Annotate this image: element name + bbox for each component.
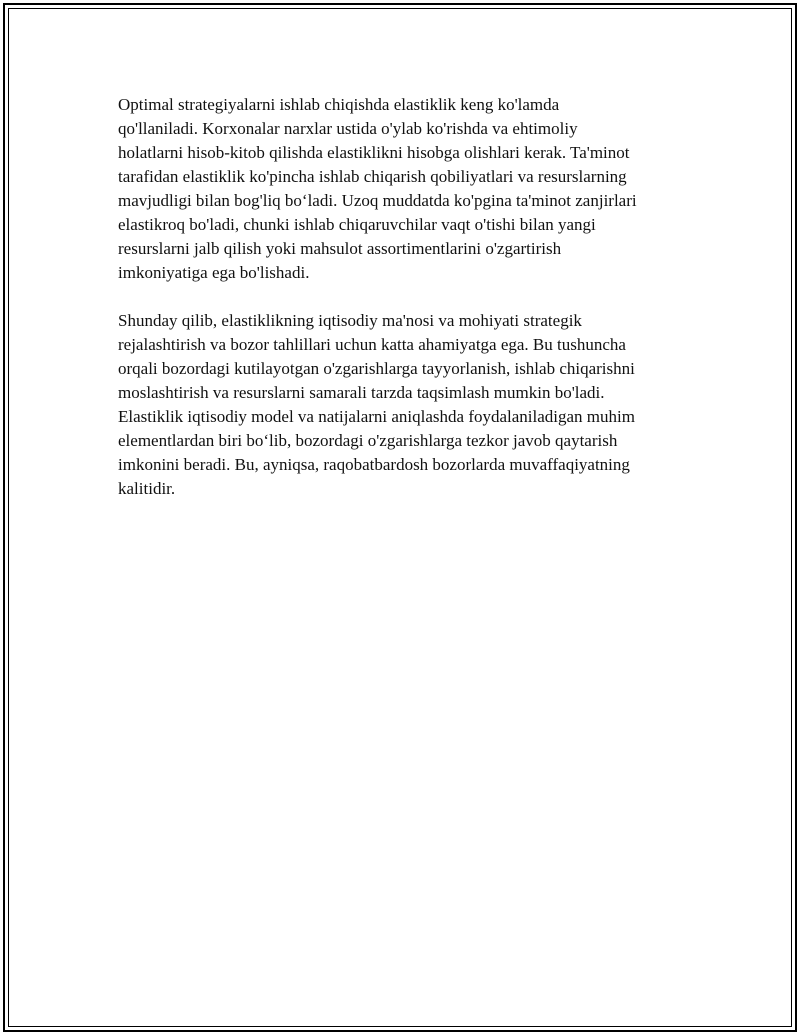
paragraph-2: Shunday qilib, elastiklikning iqtisodiy ma'nosi va mohiyati strategik rejalashtirish va bozor tahlillari uchun katta ahamiyatga ega. Bu tushuncha orqali bozordagi kutilayotgan o'zgarishlarga tayyorlanish, ishlab chiqarishni moslashtirish va resurslarni samarali tarzda taqsimlash mumkin bo'ladi. Elastiklik iqtisodiy model va natijalarni aniqlashda foydalaniladigan muhim elementlardan biri boʻlib, bozordagi o'zgarishlarga tezkor javob qaytarish imkonini beradi. Bu, ayniqsa, raqobatbardosh bozorlarda muvaffaqiyatning kalitidir. [118, 311, 635, 498]
paragraph-1: Optimal strategiyalarni ishlab chiqishda elastiklik keng ko'lamda qo'llaniladi. Korxonalar narxlar ustida o'ylab ko'rishda va ehtimoliy holatlarni hisob-kitob qilishda elastiklikni hisobga olishlari kerak. Ta'minot tarafidan elastiklik ko'pincha ishlab chiqarish qobiliyatlari va resurslarning mavjudligi bilan bog'liq boʻladi. Uzoq muddatda ko'pgina ta'minot zanjirlari elastikroq bo'ladi, chunki ishlab chiqaruvchilar vaqt o'tishi bilan yangi resurslarni jalb qilish yoki mahsulot assortimentlarini o'zgartirish imkoniyatiga ega bo'lishadi. [118, 95, 637, 282]
document-body [118, 93, 682, 525]
